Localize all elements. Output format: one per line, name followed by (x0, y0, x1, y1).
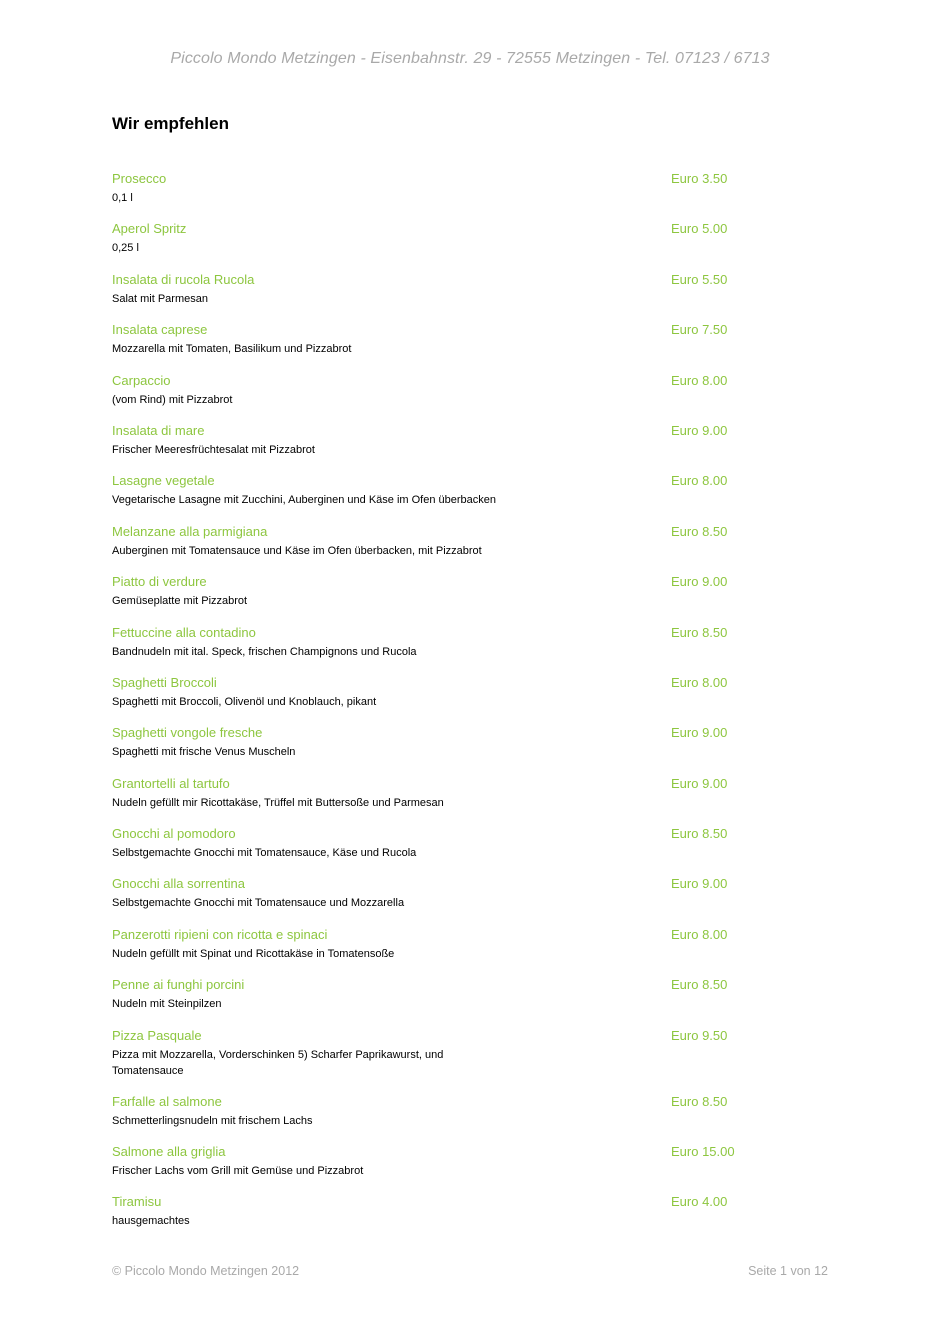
item-price: Euro 9.00 (671, 422, 728, 438)
item-name: Melanzane alla parmigiana (112, 523, 268, 539)
menu-item (112, 221, 832, 271)
menu-item (112, 272, 832, 322)
item-price: Euro 8.00 (671, 674, 728, 690)
item-name: Penne ai funghi porcini (112, 977, 245, 993)
item-name: Spaghetti vongole fresche (112, 725, 263, 741)
item-price: Euro 8.50 (671, 523, 728, 539)
item-name: Prosecco (112, 171, 167, 186)
item-description: Selbstgemachte Gnocchi mit Tomatensauce, Käse und Rucola (112, 847, 417, 860)
item-name: Fettuccine alla contadino (112, 624, 256, 640)
item-name: Insalata di mare (112, 422, 205, 438)
menu-item (112, 171, 832, 221)
menu-item (112, 322, 832, 372)
item-description: Spaghetti mit Broccoli, Olivenöl und Knoblauch, pikant (112, 695, 377, 708)
menu-item (112, 927, 832, 977)
item-name: Salmone alla griglia (112, 1144, 226, 1160)
footer-copyright: © Piccolo Mondo Metzingen 2012 (112, 1264, 300, 1278)
item-price: Euro 9.00 (671, 775, 728, 791)
item-description: Auberginen mit Tomatensauce und Käse im Ofen überbacken, mit Pizzabrot (112, 544, 482, 557)
page-title: Wir empfehlen (112, 114, 229, 133)
item-price: Euro 3.50 (671, 171, 728, 186)
item-name: Tiramisu (112, 1194, 162, 1210)
menu-item (112, 524, 832, 574)
menu-item (112, 977, 832, 1027)
item-description: 0,1 l (112, 192, 133, 204)
item-name: Gnocchi al pomodoro (112, 826, 236, 842)
menu-item (112, 776, 832, 826)
item-description: 0,25 l (112, 242, 139, 255)
item-name: Spaghetti Broccoli (112, 674, 217, 690)
item-price: Euro 8.00 (671, 926, 728, 942)
menu-item (112, 1144, 832, 1194)
item-name: Carpaccio (112, 372, 171, 388)
item-price: Euro 5.00 (671, 221, 728, 237)
menu-item (112, 876, 832, 926)
item-description: Salat mit Parmesan (112, 292, 208, 305)
item-description: Schmetterlingsnudeln mit frischem Lachs (112, 1114, 313, 1127)
item-description: Nudeln mit Steinpilzen (112, 998, 222, 1011)
menu-item (112, 1194, 832, 1244)
menu-item (112, 1094, 832, 1144)
item-price: Euro 8.50 (671, 826, 728, 842)
item-price: Euro 9.00 (671, 876, 728, 892)
menu-item (112, 574, 832, 624)
item-description: hausgemachtes (112, 1215, 190, 1228)
item-name: Panzerotti ripieni con ricotta e spinaci (112, 926, 328, 942)
item-name: Pizza Pasquale (112, 1027, 202, 1043)
item-price: Euro 9.00 (671, 574, 728, 590)
menu-item (112, 473, 832, 523)
item-name: Farfalle al salmone (112, 1093, 222, 1109)
item-name: Insalata caprese (112, 322, 208, 338)
menu-item (112, 826, 832, 876)
item-name: Gnocchi alla sorrentina (112, 876, 245, 892)
menu-item (112, 675, 832, 725)
item-price: Euro 5.50 (671, 271, 728, 287)
item-price: Euro 8.00 (671, 372, 728, 388)
item-description: Frischer Lachs vom Grill mit Gemüse und Pizzabrot (112, 1165, 364, 1178)
menu-list (112, 171, 832, 1245)
item-description: Bandnudeln mit ital. Speck, frischen Champignons und Rucola (112, 645, 417, 658)
item-price: Euro 8.50 (671, 1093, 728, 1109)
item-name: Grantortelli al tartufo (112, 775, 230, 791)
item-description: Pizza mit Mozzarella, Vorderschinken 5) Scharfer Paprikawurst, und Tomatensauce (112, 1048, 444, 1077)
item-description: Selbstgemachte Gnocchi mit Tomatensauce und Mozzarella (112, 897, 405, 910)
item-name: Insalata di rucola Rucola (112, 271, 255, 287)
menu-item (112, 373, 832, 423)
item-price: Euro 8.00 (671, 473, 728, 489)
item-description: Gemüseplatte mit Pizzabrot (112, 595, 248, 608)
item-price: Euro 8.50 (671, 624, 728, 640)
menu-item (112, 625, 832, 675)
item-description: Mozzarella mit Tomaten, Basilikum und Pizzabrot (112, 343, 352, 356)
item-name: Lasagne vegetale (112, 473, 215, 489)
item-price: Euro 9.50 (671, 1027, 728, 1043)
page-header: Piccolo Mondo Metzingen - Eisenbahnstr. 29 - 72555 Metzingen - Tel. 07123 / 6713 (170, 50, 770, 67)
footer-page-number: Seite 1 von 12 (748, 1264, 828, 1278)
item-description: Nudeln gefüllt mit Spinat und Ricottakäse in Tomatensoße (112, 947, 395, 960)
item-price: Euro 15.00 (671, 1144, 735, 1160)
item-description: Frischer Meeresfrüchtesalat mit Pizzabrot (112, 443, 315, 456)
item-name: Aperol Spritz (112, 221, 187, 237)
item-description: Vegetarische Lasagne mit Zucchini, Auberginen und Käse im Ofen überbacken (112, 494, 497, 507)
menu-item (112, 1028, 832, 1094)
menu-item (112, 423, 832, 473)
item-description: (vom Rind) mit Pizzabrot (112, 393, 233, 406)
item-price: Euro 8.50 (671, 977, 728, 993)
item-price: Euro 7.50 (671, 322, 728, 338)
menu-item (112, 725, 832, 775)
item-description: Spaghetti mit frische Venus Muscheln (112, 746, 296, 759)
item-price: Euro 9.00 (671, 725, 728, 741)
item-name: Piatto di verdure (112, 574, 207, 590)
item-description: Nudeln gefüllt mir Ricottakäse, Trüffel mit Buttersoße und Parmesan (112, 796, 444, 809)
item-price: Euro 4.00 (671, 1194, 728, 1210)
